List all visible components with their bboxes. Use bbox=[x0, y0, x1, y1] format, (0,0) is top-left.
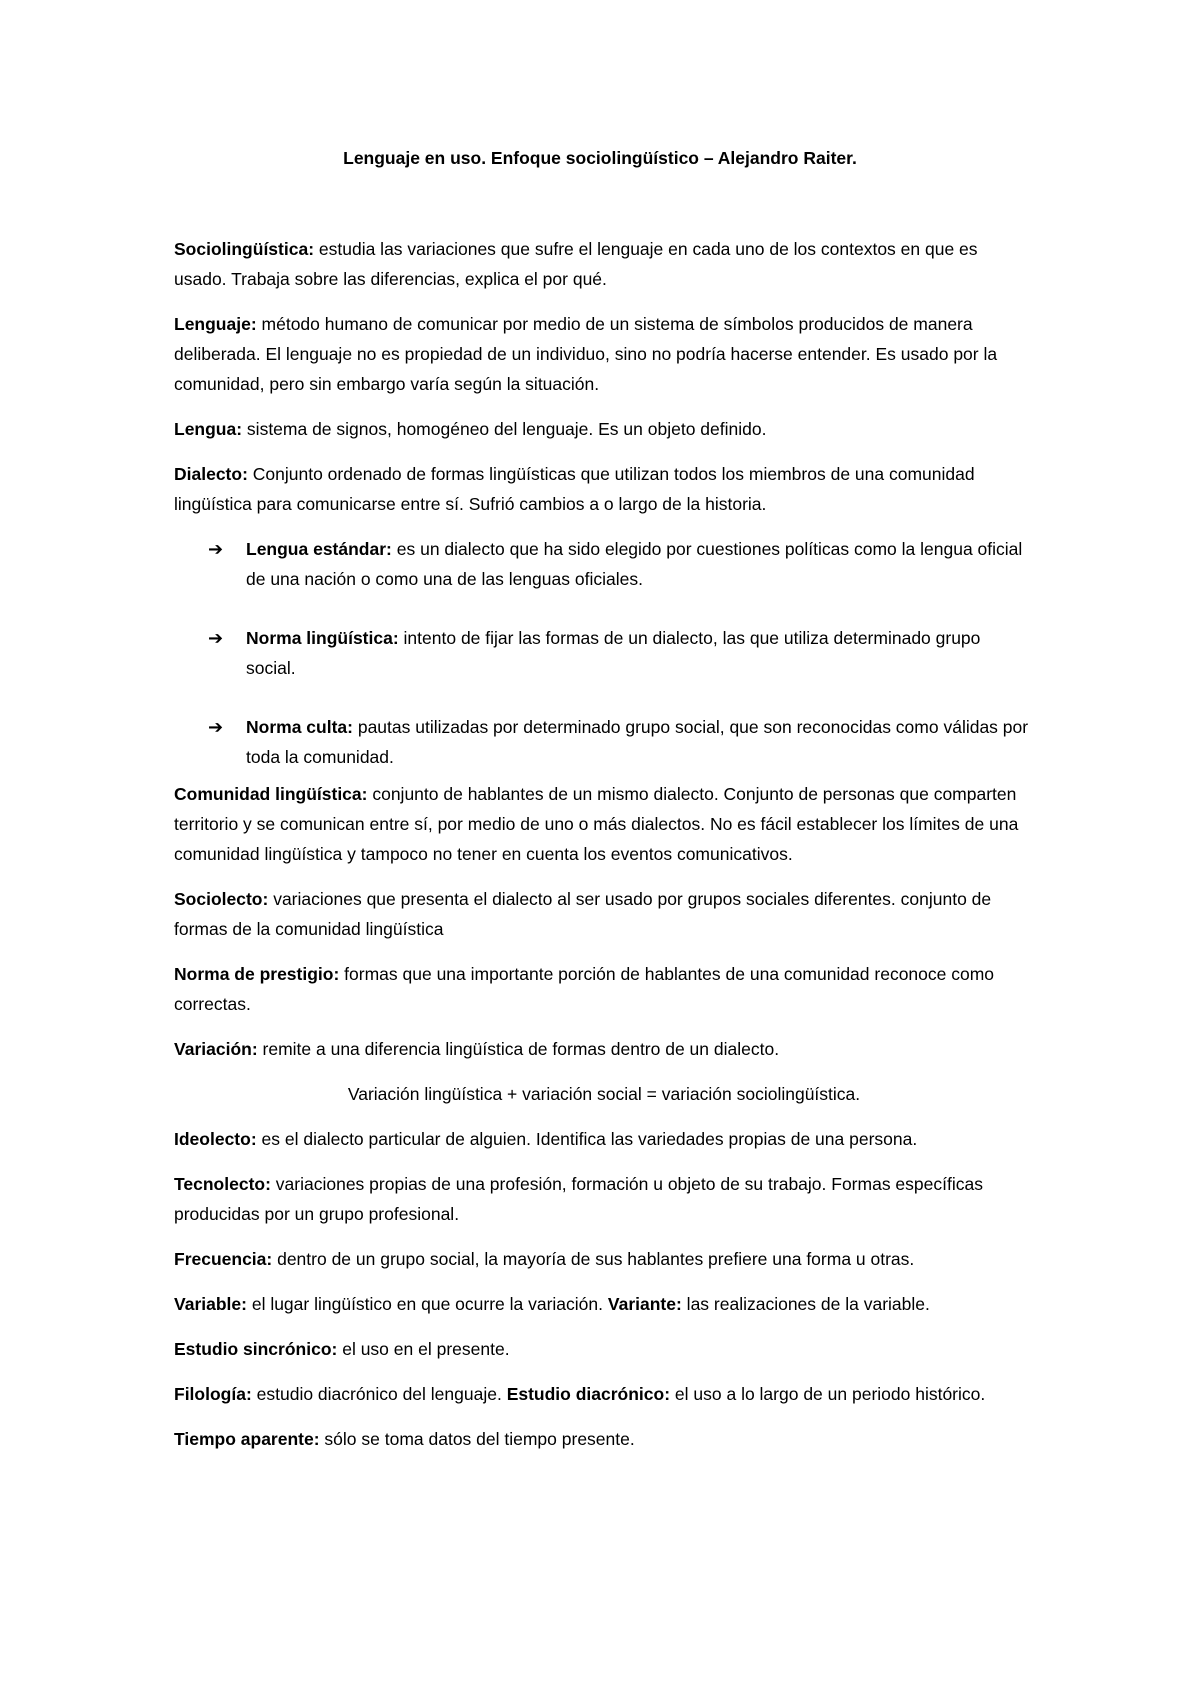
definition-lengua bbox=[174, 414, 1034, 444]
right-arrow-icon: ➔ bbox=[208, 628, 224, 648]
definition-filologia bbox=[174, 1379, 1034, 1409]
term: Lengua: bbox=[174, 419, 243, 439]
bullet-norma-linguistica bbox=[174, 623, 1034, 683]
term: Frecuencia: bbox=[174, 1249, 273, 1269]
definition-text: el uso en el presente. bbox=[337, 1339, 510, 1359]
definition-variacion bbox=[174, 1034, 1034, 1064]
definition-tiempo-aparente bbox=[174, 1424, 1034, 1454]
term: Tiempo aparente: bbox=[174, 1429, 320, 1449]
definition-text: conjunto de hablantes de un mismo dialecto. Conjunto de personas que comparten territorio y se comunican entre sí, por medio de uno o más dialectos. No es fácil establecer los límites de una comunidad lingüística y tampoco no tener en cuenta los eventos comunicativos. bbox=[174, 784, 1019, 864]
definition-text: variaciones que presenta el dialecto al ser usado por grupos sociales diferentes. conjunto de formas de la comunidad lingüística bbox=[174, 889, 992, 939]
term: Norma de prestigio: bbox=[174, 964, 340, 984]
bullet-text: intento de fijar las formas de un dialecto, las que utiliza determinado grupo social. bbox=[246, 628, 981, 678]
definition-frecuencia bbox=[174, 1244, 1034, 1274]
term: Ideolecto: bbox=[174, 1129, 257, 1149]
definition-lenguaje bbox=[174, 309, 1034, 399]
definition-text: estudia las variaciones que sufre el lenguaje en cada uno de los contextos en que es usado. Trabaja sobre las diferencias, explica el por qué. bbox=[174, 239, 978, 289]
definition-text: formas que una importante porción de hablantes de una comunidad reconoce como correctas. bbox=[174, 964, 995, 1014]
bullet-lengua-estandar bbox=[174, 534, 1034, 594]
term: Norma lingüística: bbox=[246, 628, 399, 648]
definition-tecnolecto bbox=[174, 1169, 1034, 1229]
definition-text: el lugar lingüístico en que ocurre la variación. bbox=[246, 1294, 608, 1314]
definition-estudio-sincronico bbox=[174, 1334, 1034, 1364]
term: Tecnolecto: bbox=[174, 1174, 271, 1194]
definition-text: Conjunto ordenado de formas lingüísticas que utilizan todos los miembros de una comunidad lingüística para comunicarse entre sí. Sufrió cambios a o largo de la historia. bbox=[174, 464, 975, 514]
term: Norma culta: bbox=[246, 717, 353, 737]
definition-text: el uso a lo largo de un periodo histórico. bbox=[670, 1384, 986, 1404]
term: Estudio sincrónico: bbox=[174, 1339, 338, 1359]
definition-norma-de-prestigio bbox=[174, 959, 1034, 1019]
term: Lengua estándar: bbox=[246, 539, 392, 559]
definition-dialecto bbox=[174, 459, 1034, 519]
term: Filología: bbox=[174, 1384, 252, 1404]
definition-text: método humano de comunicar por medio de un sistema de símbolos producidos de manera deliberada. El lenguaje no es propiedad de un individuo, sino no podría hacerse entender. Es usado por la comunidad, pero sin embargo varía según la situación. bbox=[174, 314, 998, 394]
definition-text: sólo se toma datos del tiempo presente. bbox=[319, 1429, 635, 1449]
bullet-text: es un dialecto que ha sido elegido por cuestiones políticas como la lengua oficial de una nación o como una de las lenguas oficiales. bbox=[246, 539, 1023, 589]
definition-sociolecto bbox=[174, 884, 1034, 944]
document-title: Lenguaje en uso. Enfoque sociolingüístico – Alejandro Raiter. bbox=[343, 148, 857, 168]
definition-text: dentro de un grupo social, la mayoría de sus hablantes prefiere una forma u otras. bbox=[272, 1249, 915, 1269]
term: Comunidad lingüística: bbox=[174, 784, 368, 804]
term: Dialecto: bbox=[174, 464, 248, 484]
right-arrow-icon: ➔ bbox=[208, 539, 224, 559]
term: Variación: bbox=[174, 1039, 258, 1059]
formula-line: Variación lingüística + variación social = variación sociolingüística. bbox=[347, 1084, 861, 1104]
definition-text: las realizaciones de la variable. bbox=[681, 1294, 930, 1314]
term: Estudio diacrónico: bbox=[506, 1384, 671, 1404]
definition-ideolecto bbox=[174, 1124, 1034, 1154]
bullet-text: pautas utilizadas por determinado grupo social, que son reconocidas como válidas por toda la comunidad. bbox=[246, 717, 1029, 767]
definition-text: variaciones propias de una profesión, formación u objeto de su trabajo. Formas específicas producidas por un grupo profesional. bbox=[174, 1174, 983, 1224]
bullet-norma-culta bbox=[174, 712, 1034, 772]
term: Variable: bbox=[174, 1294, 247, 1314]
right-arrow-icon: ➔ bbox=[208, 717, 224, 737]
term: Variante: bbox=[607, 1294, 682, 1314]
definition-sociolinguistica bbox=[174, 234, 1034, 294]
term: Sociolingüística: bbox=[174, 239, 315, 259]
definition-text: es el dialecto particular de alguien. Identifica las variedades propias de una persona. bbox=[256, 1129, 918, 1149]
definition-text: estudio diacrónico del lenguaje. bbox=[251, 1384, 507, 1404]
definition-text: sistema de signos, homogéneo del lenguaje. Es un objeto definido. bbox=[242, 419, 767, 439]
definition-text: remite a una diferencia lingüística de formas dentro de un dialecto. bbox=[257, 1039, 780, 1059]
document-body bbox=[174, 234, 1034, 1469]
term: Sociolecto: bbox=[174, 889, 269, 909]
definition-variable bbox=[174, 1289, 1034, 1319]
term: Lenguaje: bbox=[174, 314, 257, 334]
definition-comunidad-linguistica bbox=[174, 779, 1034, 869]
